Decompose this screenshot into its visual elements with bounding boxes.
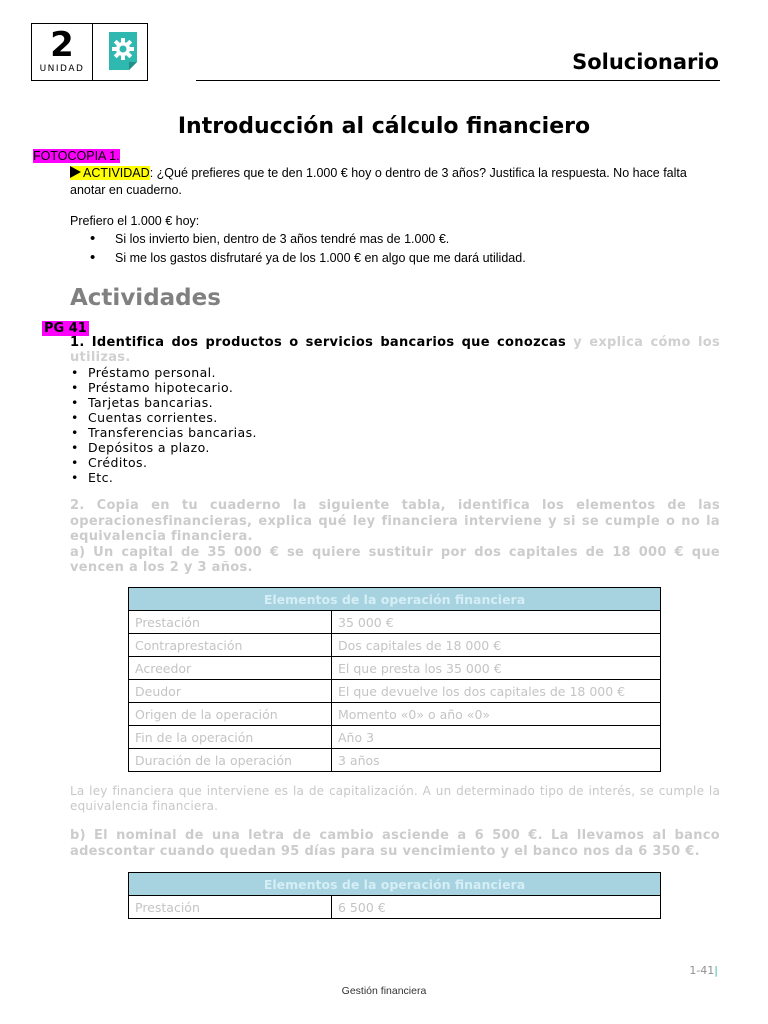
list-item: • Depósitos a plazo.: [70, 440, 257, 455]
table-cell: Prestación: [129, 896, 332, 919]
table-row: [129, 634, 661, 657]
page-title: Introducción al cálculo financiero: [177, 114, 591, 139]
question-1-text: 1. Identifica dos productos o servicios bancarios que conozcas: [70, 335, 567, 350]
table-row: [129, 703, 661, 726]
table-cell: Acreedor: [129, 657, 332, 680]
list-item: • Cuentas corrientes.: [70, 410, 257, 425]
table-cell: Momento «0» o año «0»: [332, 703, 661, 726]
activity-tag-label: ACTIVIDAD: [83, 166, 150, 180]
table-cell: 3 años: [332, 749, 661, 772]
unit-box: [31, 23, 93, 81]
table-cell: El que devuelve los dos capitales de 18 000 €: [332, 680, 661, 703]
activity-question: [70, 165, 710, 199]
page-number-bar: |: [714, 964, 718, 977]
header-title: Solucionario: [572, 50, 719, 74]
question-2-part-b: b) El nominal de una letra de cambio asciende a 6 500 €. La llevamos al banco adescontar cuando quedan 95 días para su vencimiento y el banco nos da 6 350 €.: [70, 828, 720, 859]
question-2-part-a: a) Un capital de 35 000 € se quiere sustituir por dos capitales de 18 000 € que vencen a los 2 y 3 años.: [70, 544, 720, 575]
products-list: [70, 365, 257, 485]
table-row: [129, 680, 661, 703]
question-1-faded-text: y explica cómo los utilizas.: [70, 335, 720, 365]
list-item: • Préstamo personal.: [70, 365, 257, 380]
table-cell: Deudor: [129, 680, 332, 703]
table-cell: Año 3: [332, 726, 661, 749]
ley-explanation: La ley financiera que interviene es la de capitalización. A un determinado tipo de interés, se cumple la equivalencia financiera.: [70, 784, 720, 813]
question-2: [70, 498, 720, 576]
table-header: Elementos de la operación financiera: [129, 588, 661, 611]
question-2-text: 2. Copia en tu cuaderno la siguiente tabla, identifica los elementos de las operacionesfinancieras, explica qué ley financiera interviene y si se cumple o no la equivalencia financiera.: [70, 498, 720, 544]
table-cell: 35 000 €: [332, 611, 661, 634]
table-cell: 6 500 €: [332, 896, 661, 919]
list-item: • Transferencias bancarias.: [70, 425, 257, 440]
table-header: Elementos de la operación financiera: [129, 873, 661, 896]
table-cell: Fin de la operación: [129, 726, 332, 749]
table-row: [129, 611, 661, 634]
unit-label: UNIDAD: [39, 64, 85, 74]
operation-table-a: [128, 587, 661, 772]
table-row: [129, 749, 661, 772]
list-item: • Tarjetas bancarias.: [70, 395, 257, 410]
activity-text: : ¿Qué prefieres que te den 1.000 € hoy o dentro de 3 años? Justifica la respuesta. No hace falta anotar en cuaderno.: [70, 166, 687, 197]
page-reference-tag: PG 41: [44, 321, 87, 336]
unit-icon-box: [92, 23, 148, 81]
answer-list: [90, 230, 526, 268]
table-cell: Origen de la operación: [129, 703, 332, 726]
table-cell: Duración de la operación: [129, 749, 332, 772]
header-divider: [196, 80, 720, 81]
activity-tag: [70, 166, 150, 180]
footer-text: Gestión financiera: [341, 985, 427, 997]
section-heading: Actividades: [70, 285, 221, 311]
table-row: [129, 726, 661, 749]
table-row: [129, 657, 661, 680]
unit-number: 2: [50, 25, 74, 65]
list-item: • Etc.: [70, 470, 257, 485]
question-1: [70, 335, 720, 365]
table-row: [129, 896, 661, 919]
list-item: • Préstamo hipotecario.: [70, 380, 257, 395]
play-arrow-icon: [70, 166, 81, 178]
answer-intro: Prefiero el 1.000 € hoy:: [70, 214, 200, 228]
gear-document-icon: [109, 32, 137, 70]
page-number-text: 1-41: [689, 964, 715, 977]
table-cell: Dos capitales de 18 000 €: [332, 634, 661, 657]
operation-table-b: [128, 872, 661, 919]
list-item: • Si los invierto bien, dentro de 3 años tendré mas de 1.000 €.: [90, 230, 526, 249]
fotocopia-tag: [33, 149, 120, 163]
list-item: • Si me los gastos disfrutaré ya de los 1.000 € en algo que me dará utilidad.: [90, 249, 526, 268]
table-cell: Contraprestación: [129, 634, 332, 657]
list-item: • Créditos.: [70, 455, 257, 470]
table-cell: El que presta los 35 000 €: [332, 657, 661, 680]
table-cell: Prestación: [129, 611, 332, 634]
page-number: [689, 964, 718, 977]
fotocopia-label: FOTOCOPIA 1.: [33, 149, 120, 163]
